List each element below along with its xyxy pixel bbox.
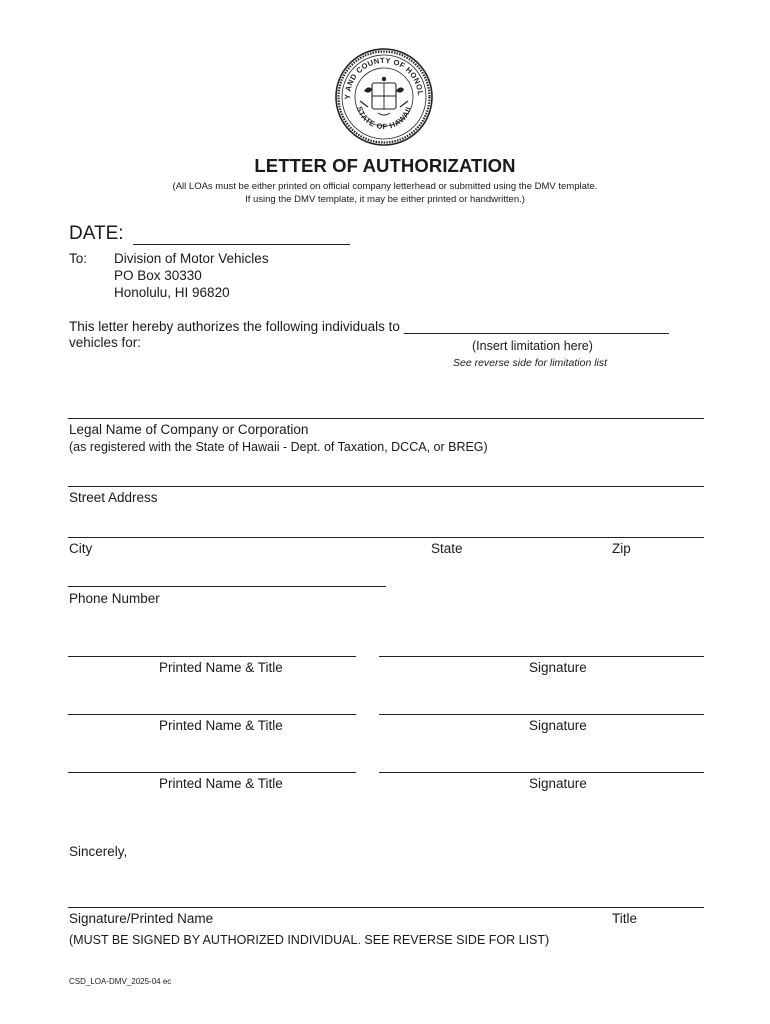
authorization-text-2: vehicles for: <box>69 335 142 350</box>
signer-3-signature-label: Signature <box>529 776 587 791</box>
page-title: LETTER OF AUTHORIZATION <box>254 155 516 176</box>
must-sign-note: (MUST BE SIGNED BY AUTHORIZED INDIVIDUAL. SEE REVERSE SIDE FOR LIST) <box>69 933 550 947</box>
svg-text:CITY AND COUNTY OF HONOLULU: Y AND COUNTY OF HONOL <box>342 55 426 100</box>
svg-text:STATE OF HAWAII: STATE OF HAWAII <box>354 105 414 132</box>
signer-3-signature-field[interactable] <box>379 772 704 773</box>
signer-2-signature-field[interactable] <box>379 714 704 715</box>
form-code: CSD_LOA-DMV_2025-04 ec <box>69 977 172 986</box>
insert-limitation-hint: (Insert limitation here) <box>472 339 593 353</box>
signer-3-name-field[interactable] <box>68 772 356 773</box>
limitation-field[interactable] <box>404 333 669 334</box>
date-label: DATE: <box>69 223 124 244</box>
city-seal <box>334 47 434 147</box>
street-address-field[interactable] <box>68 486 704 487</box>
signer-1-signature-field[interactable] <box>379 656 704 657</box>
title-label: Title <box>612 911 638 926</box>
city-label: City <box>69 541 93 556</box>
street-address-label: Street Address <box>69 490 158 505</box>
authorized-signature-field[interactable] <box>68 907 704 908</box>
signer-1-name-field[interactable] <box>68 656 356 657</box>
reverse-side-note: See reverse side for limitation list <box>453 357 608 369</box>
city-state-zip-field[interactable] <box>68 537 704 538</box>
address-line-3: Honolulu, HI 96820 <box>114 285 230 300</box>
signer-2-signature-label: Signature <box>529 718 587 733</box>
subtitle-line-2: If using the DMV template, it may be either printed or handwritten.) <box>245 194 525 205</box>
signer-3-name-label: Printed Name & Title <box>159 776 283 791</box>
signer-1-name-label: Printed Name & Title <box>159 660 283 675</box>
closing-text: Sincerely, <box>69 844 128 859</box>
zip-label: Zip <box>612 541 631 556</box>
signer-1-signature-label: Signature <box>529 660 587 675</box>
authorization-text: This letter hereby authorizes the following individuals to <box>69 319 400 334</box>
signature-printed-name-label: Signature/Printed Name <box>69 911 214 926</box>
date-field[interactable] <box>133 244 350 245</box>
signer-2-name-field[interactable] <box>68 714 356 715</box>
company-name-field[interactable] <box>68 418 704 419</box>
state-label: State <box>431 541 463 556</box>
signer-2-name-label: Printed Name & Title <box>159 718 283 733</box>
to-label: To: <box>69 251 88 266</box>
company-name-note: (as registered with the State of Hawaii - Dept. of Taxation, DCCA, or BREG) <box>69 440 488 454</box>
address-line-1: Division of Motor Vehicles <box>114 251 269 266</box>
phone-number-field[interactable] <box>68 586 386 587</box>
phone-number-label: Phone Number <box>69 591 160 606</box>
address-line-2: PO Box 30330 <box>114 268 202 283</box>
company-name-label: Legal Name of Company or Corporation <box>69 422 309 437</box>
subtitle-line-1: (All LOAs must be either printed on official company letterhead or submitted using the DMV template. <box>172 181 598 192</box>
